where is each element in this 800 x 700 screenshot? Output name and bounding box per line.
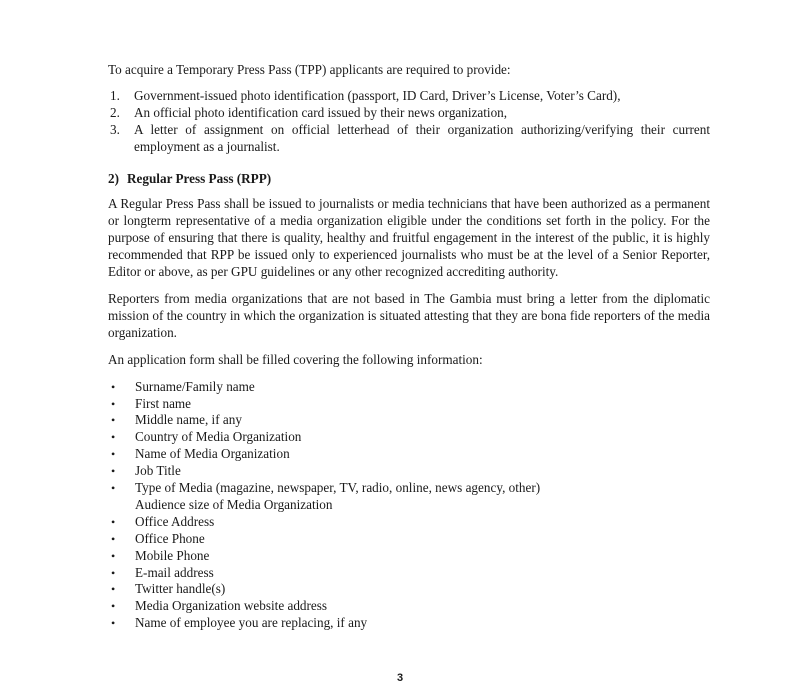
list-item [108,429,710,446]
list-item [108,446,710,463]
list-continuation-line: Audience size of Media Organization [135,496,333,512]
list-item-text: Type of Media (magazine, newspaper, TV, radio, online, news agency, other) [135,480,541,496]
bullet-icon: • [111,430,116,445]
requirement-item [108,122,710,156]
bullet-icon: • [111,481,116,496]
bullet-icon: • [111,413,116,428]
requirement-text: An official photo identification card issued by their news organization, [134,104,508,120]
list-item [108,598,710,615]
list-item-text: Country of Media Organization [135,429,302,445]
bullet-icon: • [111,464,116,479]
bullet-icon: • [111,616,116,631]
bullet-icon: • [111,396,116,411]
requirement-text: Government-issued photo identification (passport, ID Card, Driver’s License, Voter’s Card), [134,87,621,103]
list-item-text: Twitter handle(s) [135,581,226,597]
list-item-text: Middle name, if any [135,412,242,428]
foreign-reporters-paragraph: Reporters from media organizations that are not based in The Gambia must bring a letter from the diplomatic mission of the country in which the organization is situated attesting that they are bona fide reporters of the media organization. [108,290,710,340]
requirement-number: 1. [110,87,120,103]
requirements-list [108,88,710,156]
list-item-text: Surname/Family name [135,378,255,394]
bullet-icon: • [111,548,116,563]
list-item [108,548,710,565]
list-item-text: E-mail address [135,564,214,580]
list-item-text: Name of Media Organization [135,446,290,462]
list-item [108,531,710,548]
bullet-icon: • [111,379,116,394]
list-item-text: Name of employee you are replacing, if any [135,615,368,631]
list-item [108,379,710,396]
list-item-text: Job Title [135,463,181,479]
requirement-item [108,88,710,105]
requirement-number: 3. [110,121,120,137]
list-item [108,581,710,598]
section-heading [108,171,710,188]
list-item [108,480,710,497]
requirement-number: 2. [110,104,120,120]
application-form-intro: An application form shall be filled covering the following information: [108,351,483,367]
bullet-icon: • [111,514,116,529]
bullet-icon: • [111,447,116,462]
section-title: Regular Press Pass (RPP) [127,170,272,186]
list-item [108,412,710,429]
list-item [108,514,710,531]
list-item [108,565,710,582]
list-item-text: Office Address [135,513,215,529]
list-item [108,396,710,413]
bullet-icon: • [111,599,116,614]
form-fields-list [108,379,710,633]
bullet-icon: • [111,565,116,580]
intro-text: To acquire a Temporary Press Pass (TPP) applicants are required to provide: [108,62,511,77]
bullet-icon: • [111,531,116,546]
list-item-text: Media Organization website address [135,598,328,614]
requirement-item [108,105,710,122]
requirement-text: A letter of assignment on official letterhead of their organization authorizing/verifying their current employment as a journalist. [134,121,710,154]
bullet-icon: • [111,582,116,597]
list-item [108,463,710,480]
list-item-text: First name [135,395,192,411]
list-item-text: Office Phone [135,530,205,546]
page-number: 3 [396,672,404,684]
list-item [108,615,710,632]
rpp-description-paragraph: A Regular Press Pass shall be issued to journalists or media technicians that have been authorized as a permanent or longterm representative of a media organization eligible under the conditions set forth in the policy. For the purpose of ensuring that there is quality, healthy and fruitful engagement in the interest of the public, it is highly recommended that RPP be issued only to experienced journalists who must be at the level of a Senior Reporter, Editor or above, as per GPU guidelines or any other recognized accrediting authority. [108,196,710,280]
section-number: 2) [108,170,119,186]
list-item-text: Mobile Phone [135,547,210,563]
